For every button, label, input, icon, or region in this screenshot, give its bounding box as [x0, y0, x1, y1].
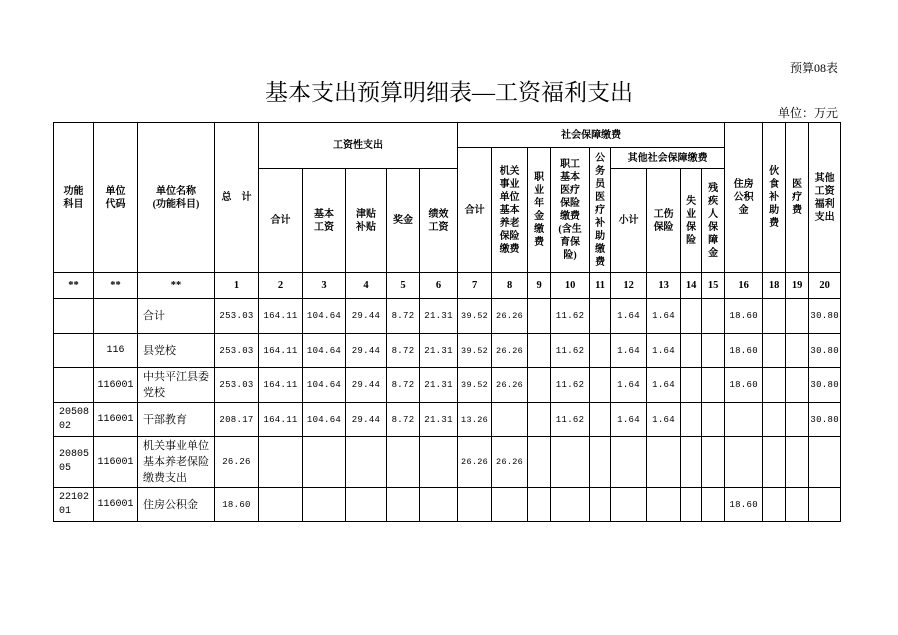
total-header: [215, 123, 259, 273]
wage-subtotal-cell: 164.11: [259, 368, 303, 403]
pension-insurance-cell: [492, 403, 528, 437]
header-label: 职业年金缴费: [534, 172, 545, 248]
social-security-group-header: [458, 123, 725, 148]
housing-fund-cell: 18.60: [725, 368, 763, 403]
pension-insurance-cell: 26.26: [492, 334, 528, 368]
header-label: 机关事业单位基本养老保险缴费: [499, 165, 520, 255]
header-label: 其他社会保障缴费: [627, 152, 708, 164]
unit-code-cell: 116001: [94, 368, 138, 403]
disability-fund-cell: [702, 334, 725, 368]
pension-insurance-cell: [492, 488, 528, 522]
bonus-cell: [387, 488, 420, 522]
social-subtotal-cell: 13.26: [458, 403, 492, 437]
total-cell: 253.03: [215, 368, 259, 403]
basic-wage-column-number: 3: [303, 273, 346, 299]
meal-subsidy-cell: [763, 437, 786, 488]
housing-fund-cell: [725, 437, 763, 488]
basic-wage-cell: 104.64: [303, 368, 346, 403]
wage-subtotal-cell: [259, 488, 303, 522]
basic-wage-header: [303, 169, 346, 273]
social-subtotal-cell: 26.26: [458, 437, 492, 488]
unemployment-insurance-cell: [681, 334, 702, 368]
other-welfare-cell: 30.80: [809, 403, 841, 437]
bonus-cell: 8.72: [387, 368, 420, 403]
total-cell: 18.60: [215, 488, 259, 522]
unit-name-cell: 合计: [138, 299, 215, 334]
bonus-cell: 8.72: [387, 299, 420, 334]
total-cell: 253.03: [215, 299, 259, 334]
bonus-cell: 8.72: [387, 403, 420, 437]
page-title: 基本支出预算明细表—工资福利支出: [265, 80, 633, 105]
func-subject-cell: [54, 299, 94, 334]
allowance-cell: [346, 488, 387, 522]
basic-wage-cell: 104.64: [303, 403, 346, 437]
unit-label: 单位：万元: [777, 106, 838, 120]
social-subtotal-cell: 39.52: [458, 334, 492, 368]
medical-insurance-header: [551, 148, 590, 273]
occupational-annuity-cell: [528, 437, 551, 488]
medical-expense-cell: [786, 299, 809, 334]
other-welfare-cell: 30.80: [809, 368, 841, 403]
other-social-security-group-header: [611, 148, 725, 169]
performance-wage-column-number: 6: [420, 273, 458, 299]
wage-subtotal-cell: 164.11: [259, 403, 303, 437]
unemployment-insurance-cell: [681, 299, 702, 334]
func-subject-cell: 2080505: [54, 437, 94, 488]
performance-wage-cell: 21.31: [420, 403, 458, 437]
unemployment-insurance-header: [681, 169, 702, 273]
pension-insurance-cell: 26.26: [492, 437, 528, 488]
civil-servant-medical-subsidy-column-number: 11: [590, 273, 611, 299]
allowance-cell: [346, 437, 387, 488]
allowance-cell: 29.44: [346, 299, 387, 334]
disability-fund-cell: [702, 403, 725, 437]
other-welfare-cell: 30.80: [809, 299, 841, 334]
wage-subtotal-column-number: 2: [259, 273, 303, 299]
work-injury-insurance-cell: 1.64: [647, 403, 681, 437]
unit-name-cell: 县党校: [138, 334, 215, 368]
meal-subsidy-column-number: 18: [763, 273, 786, 299]
meal-subsidy-cell: [763, 368, 786, 403]
header-label: 小计: [618, 215, 639, 226]
table-row: [54, 299, 841, 334]
allowance-header: [346, 169, 387, 273]
unit-code-cell: [94, 299, 138, 334]
total-cell: 208.17: [215, 403, 259, 437]
other-social-subtotal-cell: 1.64: [611, 403, 647, 437]
func-subject-cell: [54, 334, 94, 368]
other-welfare-cell: [809, 488, 841, 522]
unemployment-insurance-cell: [681, 403, 702, 437]
wage-subtotal-header: [259, 169, 303, 273]
disability-fund-cell: [702, 299, 725, 334]
disability-fund-cell: [702, 488, 725, 522]
housing-fund-cell: 18.60: [725, 488, 763, 522]
table-row: [54, 368, 841, 403]
allowance-column-number: 4: [346, 273, 387, 299]
total-cell: 26.26: [215, 437, 259, 488]
header-label: 住房公积金: [733, 179, 754, 216]
housing-fund-cell: [725, 403, 763, 437]
other-welfare-cell: 30.80: [809, 334, 841, 368]
header-label: 功能科目: [63, 185, 84, 210]
header-label: 其他工资福利支出: [814, 172, 835, 223]
unit-name-cell: 中共平江县委党校: [138, 368, 215, 403]
social-subtotal-column-number: 7: [458, 273, 492, 299]
other-social-subtotal-cell: 1.64: [611, 334, 647, 368]
housing-fund-column-number: 16: [725, 273, 763, 299]
basic-wage-cell: 104.64: [303, 334, 346, 368]
civil-servant-medical-subsidy-cell: [590, 299, 611, 334]
bonus-column-number: 5: [387, 273, 420, 299]
table-row: [54, 437, 841, 488]
meal-subsidy-cell: [763, 488, 786, 522]
housing-fund-header: [725, 123, 763, 273]
civil-servant-medical-subsidy-cell: [590, 488, 611, 522]
medical-insurance-cell: [551, 437, 590, 488]
basic-wage-cell: [303, 488, 346, 522]
bonus-header: [387, 169, 420, 273]
medical-expense-cell: [786, 437, 809, 488]
disability-fund-header: [702, 169, 725, 273]
header-row-1: [54, 123, 841, 148]
wage-subtotal-cell: [259, 437, 303, 488]
allowance-cell: 29.44: [346, 403, 387, 437]
housing-fund-cell: 18.60: [725, 334, 763, 368]
header-label: 医疗费: [792, 179, 803, 216]
medical-insurance-cell: 11.62: [551, 299, 590, 334]
header-label: 伙食补助费: [769, 166, 780, 229]
total-cell: 253.03: [215, 334, 259, 368]
table-row: [54, 334, 841, 368]
work-injury-insurance-header: [647, 169, 681, 273]
work-injury-insurance-cell: 1.64: [647, 368, 681, 403]
header-label: 合计: [464, 204, 485, 216]
medical-insurance-cell: 11.62: [551, 334, 590, 368]
work-injury-insurance-cell: [647, 488, 681, 522]
header-label: 基本工资: [314, 208, 334, 233]
performance-wage-cell: 21.31: [420, 334, 458, 368]
allowance-cell: 29.44: [346, 368, 387, 403]
table-body: [54, 273, 841, 522]
unit-name-cell: 住房公积金: [138, 488, 215, 522]
header-label: 失业保险: [686, 195, 697, 246]
medical-insurance-cell: 11.62: [551, 368, 590, 403]
work-injury-insurance-cell: [647, 437, 681, 488]
pension-insurance-header: [492, 148, 528, 273]
occupational-annuity-cell: [528, 334, 551, 368]
civil-servant-medical-subsidy-cell: [590, 368, 611, 403]
header-label: 合计: [270, 215, 291, 226]
occupational-annuity-cell: [528, 368, 551, 403]
allowance-cell: 29.44: [346, 334, 387, 368]
header-label: 职工基本医疗保险缴费(含生育保险): [558, 159, 582, 261]
medical-expense-cell: [786, 368, 809, 403]
performance-wage-cell: 21.31: [420, 368, 458, 403]
work-injury-insurance-cell: 1.64: [647, 334, 681, 368]
pension-insurance-cell: 26.26: [492, 299, 528, 334]
header-label: 工资性支出: [333, 140, 384, 151]
civil-servant-medical-subsidy-cell: [590, 437, 611, 488]
other-social-subtotal-cell: 1.64: [611, 368, 647, 403]
meal-subsidy-header: [763, 123, 786, 273]
unit-name-cell: 干部教育: [138, 403, 215, 437]
func-subject-cell: 2210201: [54, 488, 94, 522]
social-subtotal-header: [458, 148, 492, 273]
social-subtotal-cell: [458, 488, 492, 522]
unemployment-insurance-cell: [681, 368, 702, 403]
header-label: 社会保障缴费: [561, 129, 622, 141]
header-label: 总 计: [221, 192, 252, 203]
header-label: 津贴补贴: [356, 208, 376, 233]
column-number-row: [54, 273, 841, 299]
table-id-label: 预算08表: [789, 61, 838, 75]
func-subject-cell: 2050802: [54, 403, 94, 437]
unemployment-insurance-cell: [681, 437, 702, 488]
bonus-cell: [387, 437, 420, 488]
other-social-subtotal-cell: 1.64: [611, 299, 647, 334]
basic-wage-cell: 104.64: [303, 299, 346, 334]
medical-expense-cell: [786, 403, 809, 437]
header-label: 单位代码: [105, 185, 126, 210]
occupational-annuity-cell: [528, 299, 551, 334]
func-subject-column-number: **: [54, 273, 94, 299]
meal-subsidy-cell: [763, 403, 786, 437]
disability-fund-cell: [702, 368, 725, 403]
disability-fund-column-number: 15: [702, 273, 725, 299]
occupational-annuity-cell: [528, 488, 551, 522]
bonus-cell: 8.72: [387, 334, 420, 368]
performance-wage-cell: [420, 488, 458, 522]
other-welfare-cell: [809, 437, 841, 488]
func-subject-cell: [54, 368, 94, 403]
header-label: 单位名称(功能科目): [152, 185, 200, 210]
medical-insurance-cell: 11.62: [551, 403, 590, 437]
social-subtotal-cell: 39.52: [458, 368, 492, 403]
medical-expense-cell: [786, 488, 809, 522]
unit-code-cell: 116001: [94, 488, 138, 522]
wage-subtotal-cell: 164.11: [259, 334, 303, 368]
unit-name-header: [138, 123, 215, 273]
unit-code-cell: 116: [94, 334, 138, 368]
unemployment-insurance-column-number: 14: [681, 273, 702, 299]
civil-servant-medical-subsidy-cell: [590, 403, 611, 437]
header-label: 残疾人保障金: [708, 182, 719, 259]
medical-insurance-cell: [551, 488, 590, 522]
medical-expense-header: [786, 123, 809, 273]
table-row: [54, 488, 841, 522]
medical-expense-cell: [786, 334, 809, 368]
unit-name-cell: 机关事业单位基本养老保险缴费支出: [138, 437, 215, 488]
other-social-subtotal-header: [611, 169, 647, 273]
pension-insurance-cell: 26.26: [492, 368, 528, 403]
disability-fund-cell: [702, 437, 725, 488]
wage-expense-group-header: [259, 123, 458, 169]
civil-servant-medical-subsidy-cell: [590, 334, 611, 368]
performance-wage-header: [420, 169, 458, 273]
medical-expense-column-number: 19: [786, 273, 809, 299]
unit-code-cell: 116001: [94, 403, 138, 437]
header-label: 工伤保险: [653, 208, 674, 233]
unit-code-cell: 116001: [94, 437, 138, 488]
header-label: 奖金: [393, 215, 413, 226]
table-row: [54, 403, 841, 437]
meal-subsidy-cell: [763, 299, 786, 334]
work-injury-insurance-cell: 1.64: [647, 299, 681, 334]
performance-wage-cell: [420, 437, 458, 488]
other-welfare-header: [809, 123, 841, 273]
table-header: [54, 123, 841, 273]
other-social-subtotal-cell: [611, 437, 647, 488]
other-welfare-column-number: 20: [809, 273, 841, 299]
meal-subsidy-cell: [763, 334, 786, 368]
occupational-annuity-header: [528, 148, 551, 273]
performance-wage-cell: 21.31: [420, 299, 458, 334]
occupational-annuity-column-number: 9: [528, 273, 551, 299]
total-column-number: 1: [215, 273, 259, 299]
civil-servant-medical-subsidy-header: [590, 148, 611, 273]
header-label: 公务员医疗补助缴费: [595, 152, 606, 268]
header-label: 绩效工资: [428, 208, 449, 233]
func-subject-header: [54, 123, 94, 273]
housing-fund-cell: 18.60: [725, 299, 763, 334]
unit-code-column-number: **: [94, 273, 138, 299]
social-subtotal-cell: 39.52: [458, 299, 492, 334]
unemployment-insurance-cell: [681, 488, 702, 522]
basic-wage-cell: [303, 437, 346, 488]
other-social-subtotal-cell: [611, 488, 647, 522]
medical-insurance-column-number: 10: [551, 273, 590, 299]
pension-insurance-column-number: 8: [492, 273, 528, 299]
work-injury-insurance-column-number: 13: [647, 273, 681, 299]
unit-code-header: [94, 123, 138, 273]
occupational-annuity-cell: [528, 403, 551, 437]
wage-subtotal-cell: 164.11: [259, 299, 303, 334]
budget-detail-table: [53, 122, 841, 522]
other-social-subtotal-column-number: 12: [611, 273, 647, 299]
unit-name-column-number: **: [138, 273, 215, 299]
